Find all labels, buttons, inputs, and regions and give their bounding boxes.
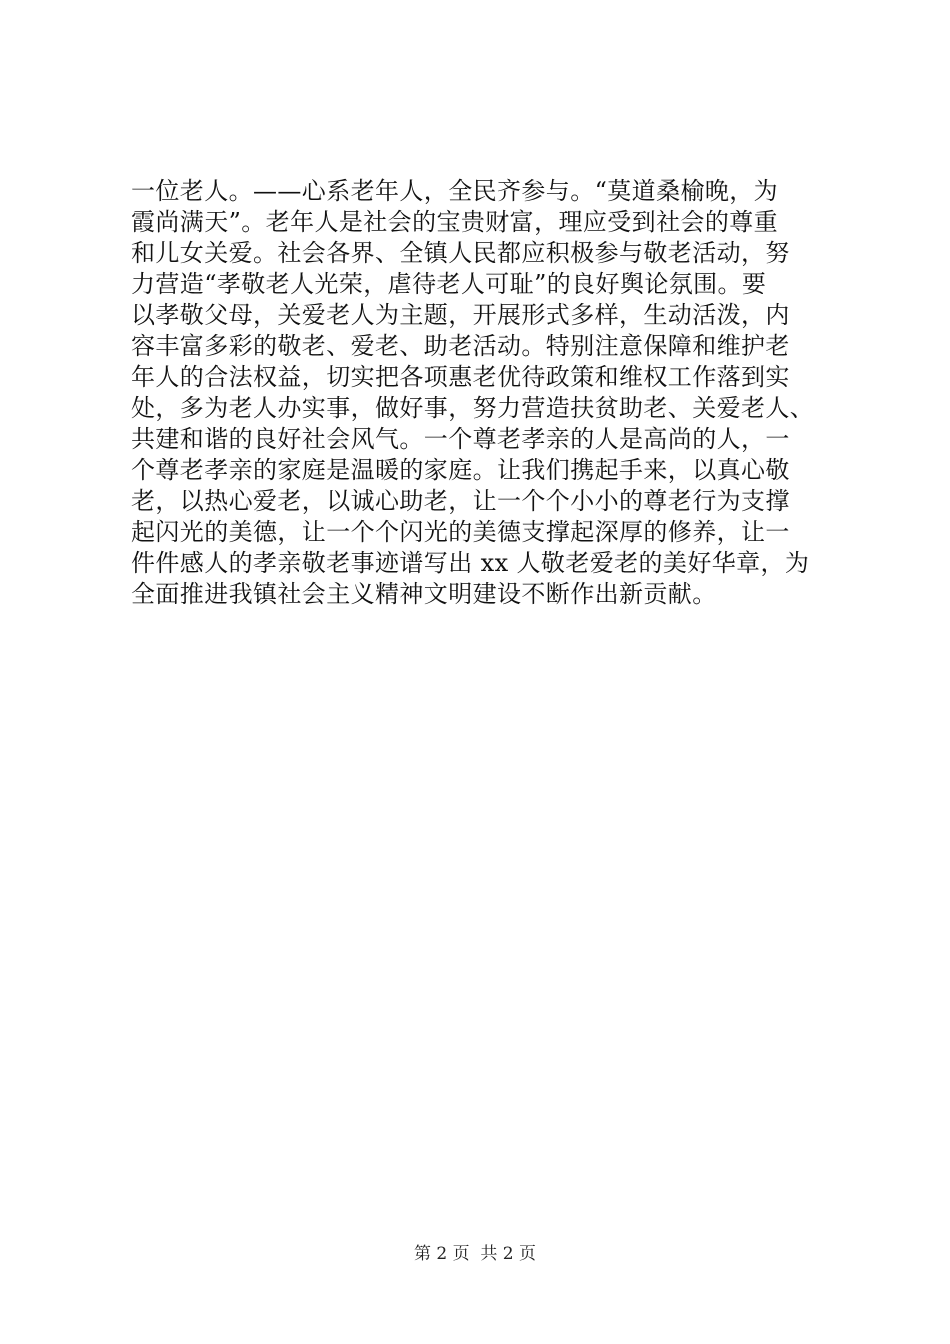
body-paragraph xyxy=(131,176,831,610)
page-footer xyxy=(0,1242,950,1266)
paragraph-line: 和儿女关爱。社会各界、全镇人民都应积极参与敬老活动，努 xyxy=(131,239,790,267)
paragraph-line: 容丰富多彩的敬老、爱老、助老活动。特别注意保障和维护老 xyxy=(131,332,790,360)
page-number: 第 2 页 共 2 页 xyxy=(413,1244,537,1264)
paragraph-line: 年人的合法权益，切实把各项惠老优待政策和维权工作落到实 xyxy=(131,363,790,391)
paragraph-line: 以孝敬父母，关爱老人为主题，开展形式多样，生动活泼，内 xyxy=(131,301,790,329)
paragraph-line: 老，以热心爱老，以诚心助老，让一个个小小的尊老行为支撑 xyxy=(131,487,790,515)
paragraph-line: 全面推进我镇社会主义精神文明建设不断作出新贡献。 xyxy=(131,580,717,608)
paragraph-line: 共建和谐的良好社会风气。一个尊老孝亲的人是高尚的人，一 xyxy=(131,425,790,453)
paragraph-line: 个尊老孝亲的家庭是温暖的家庭。让我们携起手来，以真心敬 xyxy=(131,456,790,484)
paragraph-line: 力营造“孝敬老人光荣，虐待老人可耻”的良好舆论氛围。要 xyxy=(131,270,767,298)
paragraph-line: 起闪光的美德，让一个个闪光的美德支撑起深厚的修养，让一 xyxy=(131,518,790,546)
paragraph-line: 一位老人。——心系老年人，全民齐参与。“莫道桑榆晚，为 xyxy=(131,177,779,205)
paragraph-line: 处，多为老人办实事，做好事，努力营造扶贫助老、关爱老人、 xyxy=(131,394,815,422)
paragraph-line: 件件感人的孝亲敬老事迹谱写出 xx 人敬老爱老的美好华章，为 xyxy=(131,549,810,577)
paragraph-line: 霞尚满天”。老年人是社会的宝贵财富，理应受到社会的尊重 xyxy=(131,208,779,236)
